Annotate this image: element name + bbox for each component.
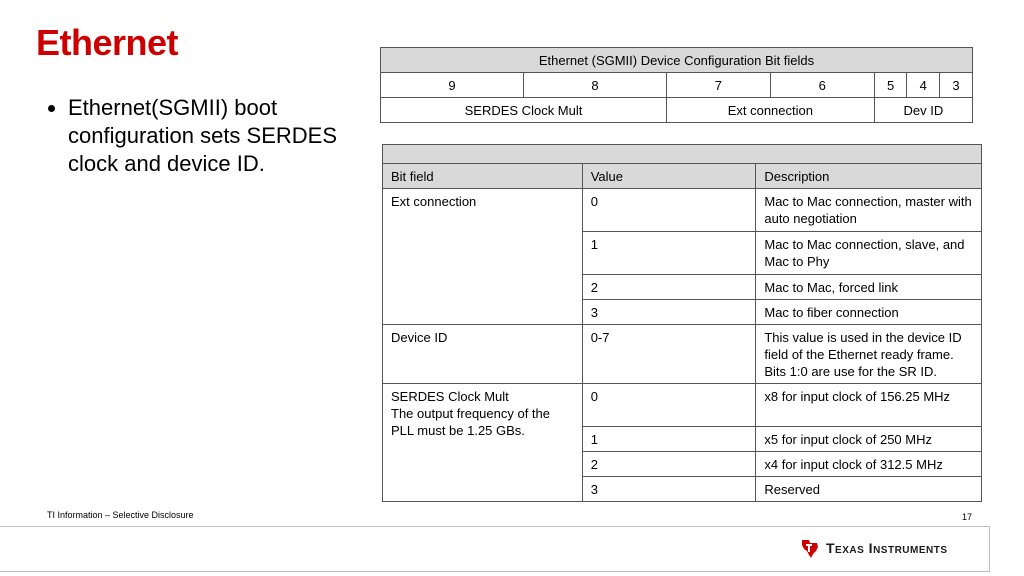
value-cell: 0 xyxy=(582,384,756,427)
column-header-value: Value xyxy=(582,164,756,189)
bit-field-cell xyxy=(383,384,583,502)
bit-number: 3 xyxy=(940,73,973,98)
description-cell: x4 for input clock of 312.5 MHz xyxy=(756,452,982,477)
logo-text: Texas Instruments xyxy=(826,540,948,556)
footer-disclosure: TI Information – Selective Disclosure xyxy=(47,510,194,520)
value-cell: 0 xyxy=(582,189,756,232)
description-cell: Mac to Mac, forced link xyxy=(756,275,982,300)
value-cell: 1 xyxy=(582,232,756,275)
table-header-band xyxy=(383,145,982,164)
field-serdes-clock-mult: SERDES Clock Mult xyxy=(381,98,667,123)
bit-number: 9 xyxy=(381,73,524,98)
table-row xyxy=(383,325,982,384)
bit-number: 6 xyxy=(770,73,874,98)
bit-field-note: The output frequency of the PLL must be 1.25 GBs. xyxy=(391,406,550,438)
value-cell: 1 xyxy=(582,427,756,452)
description-cell: x5 for input clock of 250 MHz xyxy=(756,427,982,452)
column-header-bit-field: Bit field xyxy=(383,164,583,189)
bit-field-cell: Ext connection xyxy=(383,189,583,325)
bit-number: 7 xyxy=(666,73,770,98)
column-header-description: Description xyxy=(756,164,982,189)
field-ext-connection: Ext connection xyxy=(666,98,874,123)
bit-field-label: SERDES Clock Mult xyxy=(391,389,509,404)
bullet-item: • Ethernet(SGMII) boot configuration sets SERDES clock and device ID. xyxy=(68,94,388,178)
bullet-list xyxy=(40,94,388,178)
value-cell: 2 xyxy=(582,275,756,300)
value-cell: 3 xyxy=(582,300,756,325)
description-cell: Mac to Mac connection, master with auto negotiation xyxy=(756,189,982,232)
description-table xyxy=(382,144,982,502)
description-cell: Mac to Mac connection, slave, and Mac to Phy xyxy=(756,232,982,275)
bit-field-cell: Device ID xyxy=(383,325,583,384)
company-logo xyxy=(800,536,948,560)
bit-number: 5 xyxy=(874,73,907,98)
value-cell: 3 xyxy=(582,477,756,502)
page-number: 17 xyxy=(962,512,973,522)
bitfield-table-title: Ethernet (SGMII) Device Configuration Bit fields xyxy=(381,48,973,73)
description-cell: Reserved xyxy=(756,477,982,502)
slide-title: Ethernet xyxy=(36,22,179,63)
value-cell: 0-7 xyxy=(582,325,756,384)
bit-number: 4 xyxy=(907,73,940,98)
field-dev-id: Dev ID xyxy=(874,98,972,123)
bit-number: 8 xyxy=(523,73,666,98)
bitfield-table xyxy=(380,47,973,123)
description-cell: x8 for input clock of 156.25 MHz xyxy=(756,384,982,427)
value-cell: 2 xyxy=(582,452,756,477)
table-row xyxy=(383,384,982,427)
table-row xyxy=(383,189,982,232)
texas-instruments-logo-icon xyxy=(800,537,820,559)
description-cell: Mac to fiber connection xyxy=(756,300,982,325)
description-cell: This value is used in the device ID field of the Ethernet ready frame. Bits 1:0 are use for the SR ID. xyxy=(756,325,982,384)
